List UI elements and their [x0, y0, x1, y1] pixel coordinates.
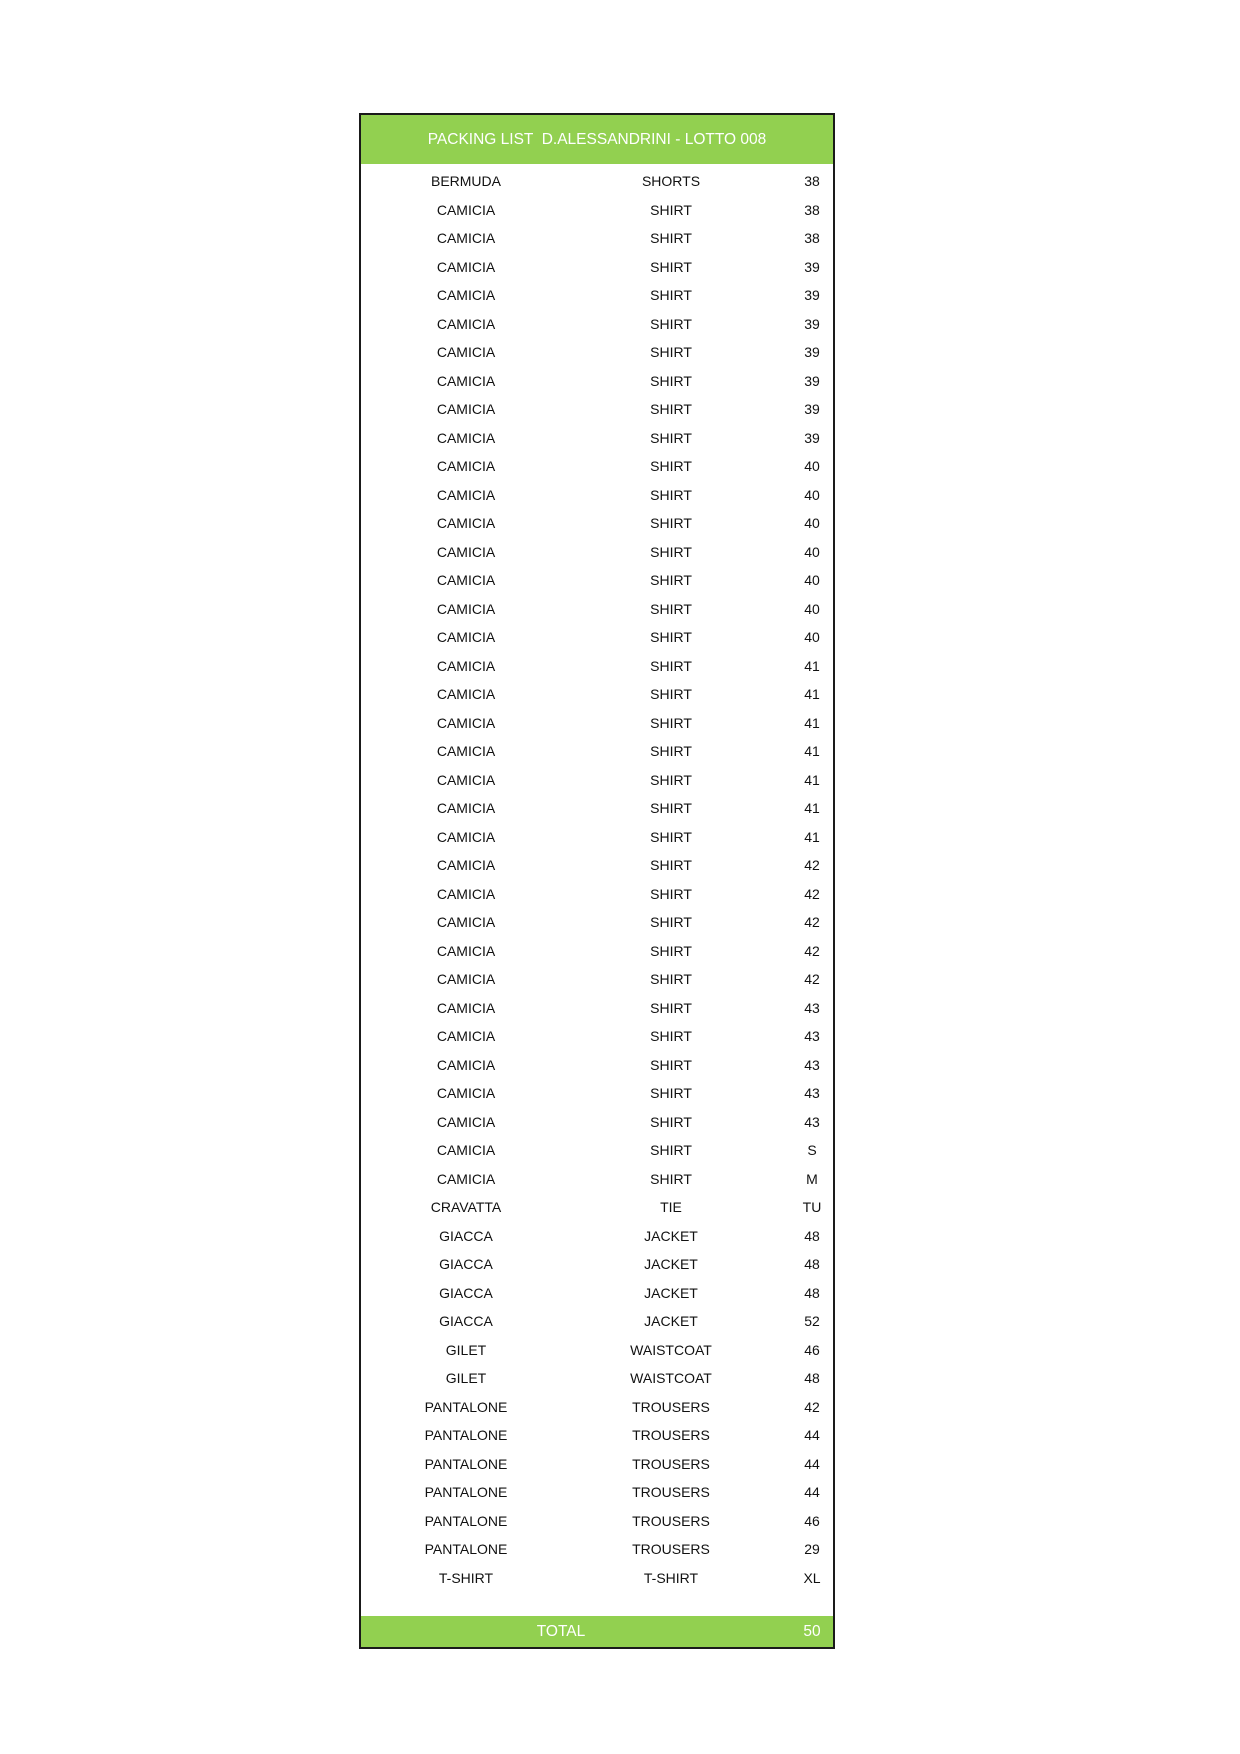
item-name-it: CAMICIA	[436, 657, 496, 674]
table-row	[361, 1279, 833, 1308]
item-name-en: SHIRT	[650, 999, 692, 1016]
table-row	[361, 737, 833, 766]
item-name-en: SHIRT	[650, 942, 692, 959]
item-name-it: CAMICIA	[436, 1085, 496, 1101]
item-size: 42	[804, 942, 820, 959]
total-label: TOTAL	[536, 1623, 586, 1640]
item-name-en: SHIRT	[650, 743, 692, 759]
item-name-it: CAMICIA	[436, 1056, 496, 1073]
table-row	[361, 1564, 833, 1593]
item-name-it: CAMICIA	[436, 572, 496, 588]
item-name-it: CAMICIA	[436, 942, 496, 959]
item-name-it: GILET	[445, 1341, 487, 1358]
item-name-it: CAMICIA	[436, 629, 496, 645]
item-size: 44	[804, 1484, 820, 1500]
table-row	[361, 1393, 833, 1422]
item-size: 39	[804, 401, 820, 417]
item-size: 29	[804, 1541, 820, 1557]
table-row	[361, 908, 833, 937]
item-name-it: CAMICIA	[436, 600, 496, 617]
item-name-it: CAMICIA	[436, 486, 496, 503]
table-row	[361, 1051, 833, 1080]
table-row	[361, 680, 833, 709]
item-name-en: SHIRT	[650, 828, 692, 845]
item-name-en: SHIRT	[650, 914, 692, 930]
table-row	[361, 1450, 833, 1479]
item-name-it: CAMICIA	[436, 914, 496, 930]
item-name-it: CAMICIA	[436, 686, 496, 702]
item-size: 39	[804, 429, 820, 446]
item-name-en: SHIRT	[650, 629, 692, 645]
item-size: 48	[804, 1370, 820, 1386]
item-name-en: SHIRT	[650, 401, 692, 417]
item-name-it: CAMICIA	[436, 344, 496, 360]
item-name-it: CAMICIA	[436, 885, 496, 902]
item-size: 43	[804, 1028, 820, 1044]
item-name-en: WAISTCOAT	[630, 1341, 712, 1358]
table-row	[361, 167, 833, 196]
item-size: 44	[804, 1455, 820, 1472]
table-row	[361, 367, 833, 396]
table-row	[361, 823, 833, 852]
item-size: 38	[804, 230, 820, 246]
item-name-it: CAMICIA	[436, 230, 496, 246]
table-row	[361, 481, 833, 510]
item-size: 41	[804, 800, 820, 816]
item-size: 43	[804, 1113, 820, 1130]
item-rows	[361, 167, 833, 1592]
item-name-it: PANTALONE	[424, 1512, 508, 1529]
item-name-en: SHIRT	[650, 600, 692, 617]
item-name-en: JACKET	[644, 1284, 698, 1301]
table-row	[361, 1336, 833, 1365]
table-row	[361, 595, 833, 624]
table-row	[361, 395, 833, 424]
item-size: 42	[804, 971, 820, 987]
item-name-it: CAMICIA	[436, 1028, 496, 1044]
item-size: 41	[804, 743, 820, 759]
table-row	[361, 424, 833, 453]
item-size: 39	[804, 287, 820, 303]
table-row	[361, 994, 833, 1023]
table-row	[361, 509, 833, 538]
item-size: 39	[804, 315, 820, 332]
item-name-en: SHIRT	[650, 344, 692, 360]
item-name-en: SHIRT	[650, 686, 692, 702]
item-name-it: GIACCA	[439, 1284, 493, 1301]
item-name-en: SHIRT	[650, 230, 692, 246]
table-row	[361, 1478, 833, 1507]
table-row	[361, 452, 833, 481]
item-name-en: SHIRT	[650, 372, 692, 389]
item-name-it: CAMICIA	[436, 1170, 496, 1187]
table-row	[361, 1535, 833, 1564]
table-row	[361, 196, 833, 225]
table-row	[361, 1165, 833, 1194]
item-size: 48	[804, 1284, 820, 1301]
item-name-it: CAMICIA	[436, 1142, 496, 1158]
item-size: 42	[804, 885, 820, 902]
item-name-it: BERMUDA	[430, 173, 501, 189]
item-name-en: SHIRT	[650, 1028, 692, 1044]
item-name-en: TROUSERS	[632, 1455, 710, 1472]
item-name-en: SHIRT	[650, 429, 692, 446]
item-size: 40	[804, 458, 820, 474]
total-value: 50	[803, 1623, 821, 1640]
item-name-en: SHIRT	[650, 657, 692, 674]
item-name-en: SHIRT	[650, 1085, 692, 1101]
item-size: 40	[804, 600, 820, 617]
item-name-en: SHIRT	[650, 258, 692, 275]
item-name-it: CRAVATTA	[430, 1199, 502, 1215]
packing-list-table	[359, 113, 835, 1649]
item-name-it: GIACCA	[439, 1313, 493, 1329]
item-size: 38	[804, 173, 820, 189]
item-size: TU	[802, 1199, 822, 1215]
item-name-it: CAMICIA	[436, 315, 496, 332]
item-size: 41	[804, 714, 820, 731]
item-name-en: SHIRT	[650, 1113, 692, 1130]
item-name-en: SHIRT	[650, 857, 692, 873]
item-name-en: SHIRT	[650, 1142, 692, 1158]
table-row	[361, 965, 833, 994]
item-name-it: PANTALONE	[424, 1427, 508, 1443]
item-name-en: SHIRT	[650, 458, 692, 474]
item-size: 42	[804, 857, 820, 873]
table-row	[361, 1079, 833, 1108]
table-row	[361, 1307, 833, 1336]
item-name-it: CAMICIA	[436, 743, 496, 759]
item-name-en: SHIRT	[650, 885, 692, 902]
item-name-it: CAMICIA	[436, 201, 496, 218]
item-name-it: GIACCA	[439, 1256, 493, 1272]
item-name-en: TROUSERS	[632, 1484, 710, 1500]
item-name-it: PANTALONE	[424, 1455, 508, 1472]
item-name-it: PANTALONE	[424, 1398, 508, 1415]
item-name-en: SHIRT	[650, 971, 692, 987]
item-name-en: WAISTCOAT	[630, 1370, 712, 1386]
item-name-it: CAMICIA	[436, 429, 496, 446]
item-name-en: TROUSERS	[632, 1541, 710, 1557]
table-row	[361, 566, 833, 595]
item-name-it: CAMICIA	[436, 515, 496, 531]
table-row	[361, 338, 833, 367]
packing-list-title: PACKING LIST D.ALESSANDRINI - LOTTO 008	[361, 115, 833, 164]
table-row	[361, 253, 833, 282]
item-name-en: SHIRT	[650, 1056, 692, 1073]
item-name-it: CAMICIA	[436, 999, 496, 1016]
table-row	[361, 766, 833, 795]
item-name-it: CAMICIA	[436, 800, 496, 816]
item-name-it: CAMICIA	[436, 258, 496, 275]
item-name-it: CAMICIA	[436, 543, 496, 560]
table-row	[361, 1193, 833, 1222]
item-size: 42	[804, 1398, 820, 1415]
table-row	[361, 623, 833, 652]
item-size: 48	[804, 1256, 820, 1272]
item-size: 48	[804, 1227, 820, 1244]
item-name-it: CAMICIA	[436, 971, 496, 987]
item-name-en: SHIRT	[650, 315, 692, 332]
item-name-en: SHIRT	[650, 1170, 692, 1187]
item-name-en: SHORTS	[641, 173, 701, 189]
item-size: S	[807, 1142, 817, 1158]
table-row	[361, 709, 833, 738]
table-row	[361, 937, 833, 966]
item-name-en: TROUSERS	[632, 1398, 710, 1415]
item-name-en: TROUSERS	[632, 1427, 710, 1443]
item-name-en: SHIRT	[650, 714, 692, 731]
item-name-it: CAMICIA	[436, 458, 496, 474]
item-size: 40	[804, 515, 820, 531]
item-size: 40	[804, 543, 820, 560]
table-row	[361, 1250, 833, 1279]
item-name-en: T-SHIRT	[643, 1569, 699, 1586]
table-row	[361, 538, 833, 567]
item-size: 41	[804, 828, 820, 845]
item-name-it: PANTALONE	[424, 1484, 508, 1500]
item-name-it: CAMICIA	[436, 401, 496, 417]
item-name-en: SHIRT	[650, 287, 692, 303]
item-size: M	[806, 1170, 818, 1187]
item-name-en: SHIRT	[650, 201, 692, 218]
item-size: 43	[804, 1085, 820, 1101]
item-size: 46	[804, 1512, 820, 1529]
item-name-it: CAMICIA	[436, 771, 496, 788]
item-size: XL	[803, 1569, 821, 1586]
item-name-it: CAMICIA	[436, 372, 496, 389]
item-name-en: SHIRT	[650, 572, 692, 588]
item-name-it: CAMICIA	[436, 857, 496, 873]
table-row	[361, 1136, 833, 1165]
table-row	[361, 310, 833, 339]
item-name-it: T-SHIRT	[438, 1569, 494, 1586]
item-name-it: GILET	[445, 1370, 487, 1386]
item-name-en: SHIRT	[650, 771, 692, 788]
item-size: 40	[804, 486, 820, 503]
table-row	[361, 224, 833, 253]
item-size: 41	[804, 771, 820, 788]
item-size: 44	[804, 1427, 820, 1443]
item-size: 43	[804, 999, 820, 1016]
item-name-en: TIE	[660, 1199, 682, 1215]
item-size: 39	[804, 372, 820, 389]
total-row	[361, 1616, 833, 1647]
item-size: 39	[804, 258, 820, 275]
table-row	[361, 1222, 833, 1251]
item-size: 40	[804, 629, 820, 645]
item-size: 41	[804, 686, 820, 702]
table-row	[361, 794, 833, 823]
table-row	[361, 1364, 833, 1393]
item-size: 40	[804, 572, 820, 588]
item-name-en: JACKET	[644, 1227, 698, 1244]
item-name-en: SHIRT	[650, 543, 692, 560]
item-name-en: SHIRT	[650, 800, 692, 816]
item-name-it: GIACCA	[439, 1227, 493, 1244]
table-row	[361, 281, 833, 310]
item-size: 42	[804, 914, 820, 930]
item-size: 38	[804, 201, 820, 218]
item-name-en: SHIRT	[650, 486, 692, 503]
table-row	[361, 1022, 833, 1051]
table-row	[361, 880, 833, 909]
table-row	[361, 1108, 833, 1137]
item-size: 52	[804, 1313, 820, 1329]
item-name-en: TROUSERS	[632, 1512, 710, 1529]
table-row	[361, 652, 833, 681]
table-row	[361, 851, 833, 880]
item-size: 46	[804, 1341, 820, 1358]
item-name-it: PANTALONE	[424, 1541, 508, 1557]
item-name-en: SHIRT	[650, 515, 692, 531]
item-name-it: CAMICIA	[436, 714, 496, 731]
item-size: 41	[804, 657, 820, 674]
item-size: 43	[804, 1056, 820, 1073]
item-name-it: CAMICIA	[436, 828, 496, 845]
table-row	[361, 1507, 833, 1536]
item-name-en: JACKET	[644, 1256, 698, 1272]
item-name-it: CAMICIA	[436, 1113, 496, 1130]
table-row	[361, 1421, 833, 1450]
item-name-en: JACKET	[644, 1313, 698, 1329]
item-name-it: CAMICIA	[436, 287, 496, 303]
item-size: 39	[804, 344, 820, 360]
